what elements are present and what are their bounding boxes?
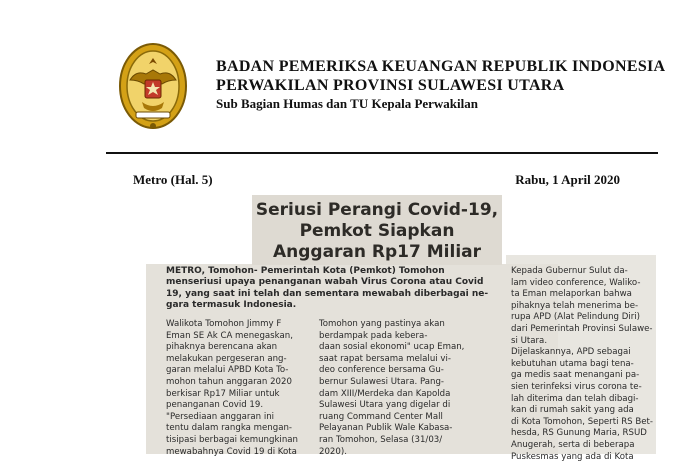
body-line: deo conference bersama Gu- <box>319 365 469 377</box>
body-line: 2020). <box>319 447 469 459</box>
article-headline <box>252 195 502 265</box>
article-column-3 <box>511 266 656 463</box>
article-column-1 <box>166 319 316 458</box>
body-line: kebutuhan utama bagi tena- <box>511 359 656 371</box>
body-line: melakukan pergeseran ang- <box>166 354 316 366</box>
body-line: dam XIII/Merdeka dan Kapolda <box>319 389 469 401</box>
article-column-2 <box>319 319 469 458</box>
source-publication: Metro (Hal. 5) <box>133 172 213 188</box>
body-line: Sulawesi Utara yang digelar di <box>319 400 469 412</box>
header-divider <box>106 152 658 154</box>
body-line: Puskesmas yang ada di Kota <box>511 452 656 463</box>
body-line: ran Tomohon, Selasa (31/03/ <box>319 435 469 447</box>
headline-line: Pemkot Siapkan <box>252 221 502 242</box>
body-line: Kepada Gubernur Sulut da- <box>511 266 656 278</box>
body-line: ruang Command Center Mall <box>319 412 469 424</box>
garuda-emblem-icon <box>116 40 190 136</box>
lead-line: gara termasuk Indonesia. <box>166 300 462 311</box>
org-name-line1: BADAN PEMERIKSA KEUANGAN REPUBLIK INDONESIA <box>216 57 665 76</box>
body-line: Dijelaskannya, APD sebagai <box>511 347 656 359</box>
body-line: berdampak pada kebera- <box>319 331 469 343</box>
body-line: ta Eman melaporkan bahwa <box>511 289 656 301</box>
body-line: hesda, RS Gunung Maria, RSUD <box>511 428 656 440</box>
body-line: lam video conference, Waliko- <box>511 278 656 290</box>
body-line: tisipasi berbagai kemungkinan <box>166 435 316 447</box>
lead-line: 19, yang saat ini telah dan sementara mewabah diberbagai ne- <box>166 289 462 300</box>
body-line: "Persediaan anggaran ini <box>166 412 316 424</box>
org-subdivision: Sub Bagian Humas dan TU Kepala Perwakilan <box>216 95 665 112</box>
headline-line: Anggaran Rp17 Miliar <box>252 242 502 263</box>
lead-line: METRO, Tomohon- Pemerintah Kota (Pemkot) Tomohon <box>166 266 462 277</box>
body-line: sien terinfeksi virus corona te- <box>511 382 656 394</box>
body-line: lah diterima dan telah dibagi- <box>511 394 656 406</box>
body-line: pihaknya berencana akan <box>166 342 316 354</box>
body-line: si Utara. <box>511 336 656 348</box>
body-line: dari Pemerintah Provinsi Sulawe- <box>511 324 656 336</box>
body-line: bernur Sulawesi Utara. Pang- <box>319 377 469 389</box>
body-line: kan di rumah sakit yang ada <box>511 405 656 417</box>
body-line: mohon tahun anggaran 2020 <box>166 377 316 389</box>
body-line: penanganan Covid 19. <box>166 400 316 412</box>
article-lead <box>166 266 462 312</box>
body-line: tentu dalam rangka mengan- <box>166 423 316 435</box>
body-line: rupa APD (Alat Pelindung Diri) <box>511 312 656 324</box>
body-line: ga medis saat menangani pa- <box>511 370 656 382</box>
body-line: daan sosial ekonomi" ucap Eman, <box>319 342 469 354</box>
body-line: Pelayanan Publik Wale Kabasa- <box>319 423 469 435</box>
body-line: mewabahnya Covid 19 di Kota <box>166 447 316 459</box>
headline-line: Seriusi Perangi Covid-19, <box>252 200 502 221</box>
body-line: berkisar Rp17 Miliar untuk <box>166 389 316 401</box>
body-line: garan melalui APBD Kota To- <box>166 365 316 377</box>
body-line: Eman SE Ak CA menegaskan, <box>166 331 316 343</box>
body-line: Tomohon yang pastinya akan <box>319 319 469 331</box>
body-line: Walikota Tomohon Jimmy F <box>166 319 316 331</box>
body-line: Anugerah, serta di beberapa <box>511 440 656 452</box>
lead-line: menseriusi upaya penanganan wabah Virus Corona atau Covid <box>166 277 462 288</box>
org-name-line2: PERWAKILAN PROVINSI SULAWESI UTARA <box>216 76 665 95</box>
body-line: saat rapat bersama melalui vi- <box>319 354 469 366</box>
publication-date: Rabu, 1 April 2020 <box>515 172 620 188</box>
body-line: di Kota Tomohon, Seperti RS Bet- <box>511 417 656 429</box>
body-line: pihaknya telah menerima be- <box>511 301 656 313</box>
